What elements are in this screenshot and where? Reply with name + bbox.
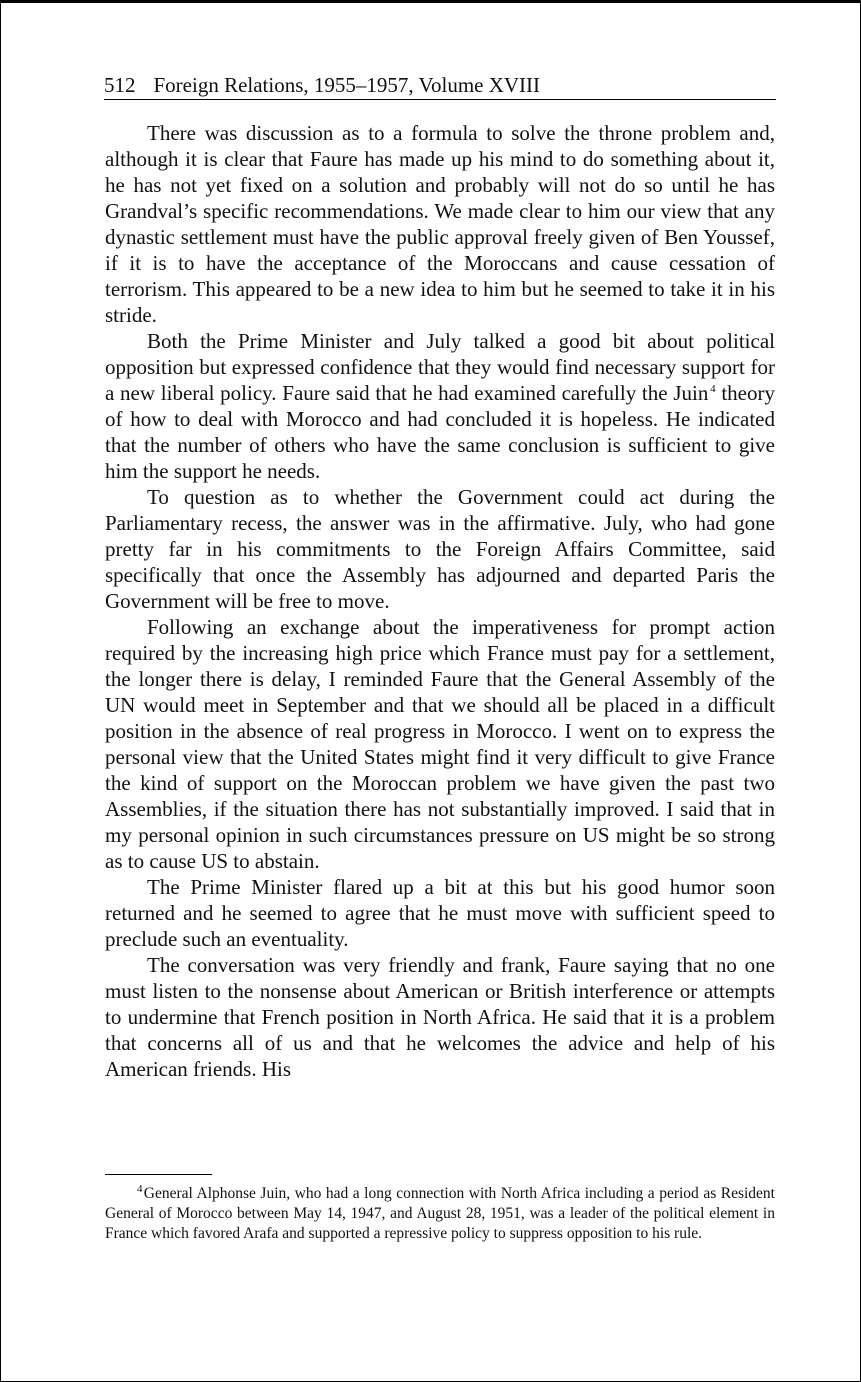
paragraph: The Prime Minister flared up a bit at this but his good humor soon returned and he seemed to agree that he must move with sufficient speed to preclude such an eventuality. <box>105 875 775 951</box>
footnote-marker: 4 <box>137 1182 143 1195</box>
page-number: 512 <box>104 73 136 97</box>
paragraph: Following an exchange about the imperativeness for prompt action required by the increasing high price which France must pay for a settlement, the longer there is delay, I reminded Faure that the General Assembly of the UN would meet in September and that we should all be placed in a difficult position in the absence of real progress in Morocco. I went on to express the personal view that the United States might find it very difficult to give France the kind of support on the Moroccan problem we have given the past two Assemblies, if the situation there has not substantially improved. I said that in my personal opinion in such circumstances pressure on US might be so strong as to cause US to abstain. <box>105 615 775 873</box>
footnote <box>105 1184 775 1244</box>
paragraph: To question as to whether the Government could act during the Parliamentary recess, the answer was in the affirmative. July, who had gone pretty far in his commitments to the Foreign Affairs Committee, said specifically that once the Assembly has adjourned and departed Paris the Government will be free to move. <box>105 485 775 613</box>
footnote-text: General Alphonse Juin, who had a long connection with North Africa including a period as Resident General of Morocco between May 14, 1947, and August 28, 1951, was a leader of the political element in France which favored Arafa and supported a repressive policy to suppress opposition to his rule. <box>105 1185 775 1242</box>
running-title: Foreign Relations, 1955–1957, Volume XVIII <box>153 73 541 97</box>
paragraph-text: Both the Prime Minister and July talked a good bit about political opposition but expressed confidence that they would find necessary support for a new liberal policy. Faure said that he had examined carefully the Juin <box>105 329 775 405</box>
paragraph <box>105 328 775 484</box>
body-text <box>105 120 775 1082</box>
paragraph: There was discussion as to a formula to solve the throne problem and, although it is clear that Faure has made up his mind to do something about it, he has not yet fixed on a solution and probably will not do so until he has Grandval’s specific recommendations. We made clear to him our view that any dynastic settlement must have the public approval freely given of Ben Youssef, if it is to have the acceptance of the Moroccans and cause cessation of terrorism. This appeared to be a new idea to him but he seemed to take it in his stride. <box>105 121 775 327</box>
footnote-separator <box>105 1174 212 1175</box>
paragraph-text: theory of how to deal with Morocco and had concluded it is hopeless. He indicated that the number of others who have the same conclusion is sufficient to give him the support he needs. <box>105 381 775 483</box>
paragraph: The conversation was very friendly and frank, Faure saying that no one must listen to the nonsense about American or British interference or attempts to undermine that French position in North Africa. He said that it is a problem that concerns all of us and that he welcomes the advice and help of his American friends. His <box>105 953 775 1081</box>
footnote-reference[interactable]: 4 <box>710 383 716 395</box>
running-header <box>104 71 776 100</box>
